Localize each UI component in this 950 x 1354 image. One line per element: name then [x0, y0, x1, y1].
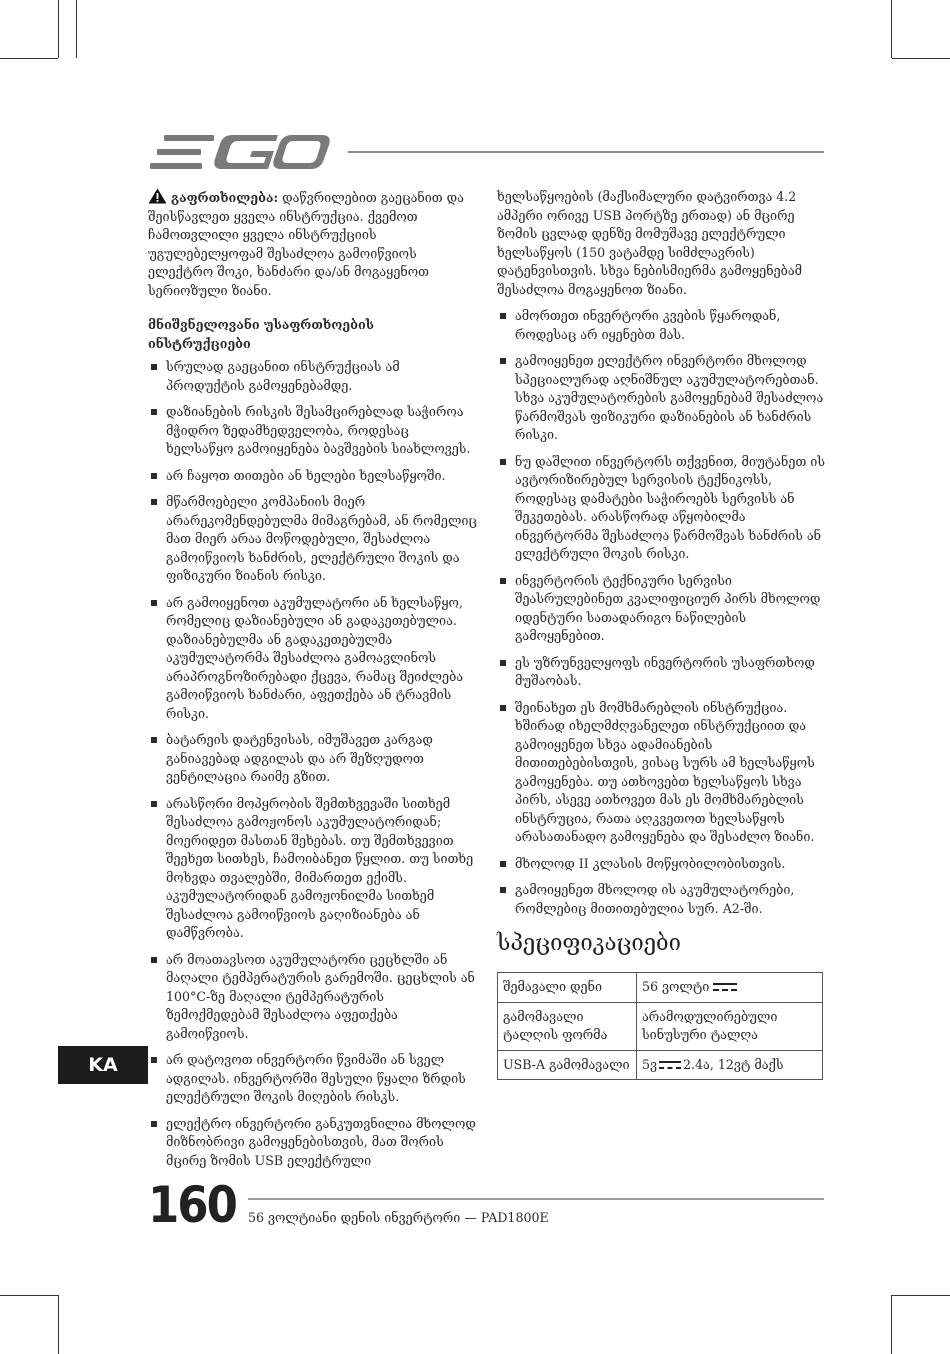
list-item-text: მწარმოებელი კომპანიის მიერ არარეკომენდებულმა მიმაგრებამ, ან რომელიც მათ მიერ არაა მოწოდებული, შესაძლოა გამოიწვიოს ხანძრის, ელექტრული შოკის და ფიზიკური ზიანის რისკი. [166, 494, 477, 583]
language-tab: KA [58, 1046, 148, 1084]
ego-logo [150, 132, 332, 172]
spec-value [637, 1050, 823, 1080]
crop-mark [891, 1295, 892, 1354]
list-item-text: შეინახეთ ეს მომხმარებლის ინსტრუქცია. ხშირად იხელმძღვანელეთ ინსტრუქციით და გამოიყენეთ სხვა ადამიანების მითითებებისთვის, ვისაც სურს ამ ხელსაწყოს გამოყენება. თუ ათხოვებთ ხელსაწყოს სხვა პირს, ასევე ათხოვეთ მას ეს მომხმარებლის ინსტრუცია, რათა აღკვეთოთ ხელსაწყოს არასათანადო გამოყენება და შესაძლო ზიანი. [515, 699, 815, 844]
list-item-text: არასწორი მოპყრობის შემთხვევაში სითხემ შესაძლოა გამოჟონოს აკუმულატორიდან; მოერიდეთ მასთან შეხებას. თუ შემთხვევით შეეხეთ სითხეს, ჩამოიბანეთ წყლით. თუ სითხე მოხვდა თვალებში, მიმართეთ ექიმს. აკუმულატორიდან გამოჟონილმა სითხემ შესაძლოა გამოიწვიოს გაღიზიანება ან დამწვრობა. [166, 795, 474, 940]
bullet-square-icon [500, 887, 506, 893]
list-item-text: ეს უზრუნველყოფს ინვერტორის უსაფრთხოდ მუშაობას. [515, 654, 815, 688]
safety-list-left [148, 358, 478, 1170]
bullet-square-icon [500, 459, 506, 465]
dc-symbol-icon [713, 983, 737, 992]
warning-triangle-icon [148, 188, 167, 204]
left-column [148, 188, 478, 1178]
list-item-text: არ გამოიყენოთ აკუმულატორი ან ხელსაწყო, რომელიც დაზიანებული ან გადაკეთებულია. დაზიანებულმა ან გადაკეთებულმა აკუმულატორმა შესაძლოა გამოავლინოს არაპროგნოზირებადი ქცევა, რამაც შეიძლება გამოიწვიოს ხანძარი, აფეთქება ან ტრავმის რისკი. [166, 594, 464, 721]
spec-value: არამოდულირებული სინუსური ტალღა [637, 1002, 823, 1050]
table-row [498, 1002, 823, 1050]
list-item-text: არ ჩაყოთ თითები ან ხელები ხელსაწყოში. [166, 467, 446, 483]
table-row [498, 973, 823, 1003]
spec-value-text: 5ვ [642, 1056, 658, 1072]
list-item [148, 731, 478, 787]
bullet-square-icon [151, 957, 157, 963]
bullet-square-icon [151, 409, 157, 415]
list-item [148, 594, 478, 724]
page-number: 160 [148, 1176, 236, 1234]
crop-mark [0, 58, 58, 59]
safety-list-right [497, 307, 827, 918]
spec-value-text: 56 ვოლტი [642, 979, 710, 994]
bullet-square-icon [151, 1121, 157, 1127]
bullet-square-icon [500, 705, 506, 711]
list-item-text: გამოიყენეთ ელექტრო ინვერტორი მხოლოდ სპეციალურად აღნიშნულ აკუმულატორებთან. სხვა აკუმულატორების გამოყენებამ შესაძლოა წარმოშვას ფიზიკური დაზიანების ან ხანძრის რისკი. [515, 353, 824, 442]
crop-mark [76, 0, 77, 58]
list-item [497, 572, 827, 646]
spec-label: შემავალი დენი [498, 973, 637, 1003]
list-item [497, 881, 827, 918]
list-item-text: ელექტრო ინვერტორი განკუთვნილია მხოლოდ მიზნობრივი გამოყენებისთვის, მათ შორის მცირე ზომის USB ელექტრული [166, 1115, 476, 1168]
bullet-square-icon [151, 1057, 157, 1063]
list-item [497, 453, 827, 564]
bullet-square-icon [151, 473, 157, 479]
list-item [148, 493, 478, 586]
list-item [148, 1115, 478, 1171]
list-item-text: ნუ დაშლით ინვერტორს თქვენით, მიუტანეთ ის ავტორიზირებულ სერვისის ტექნიკოსს, როდესაც დამატები საჭიროებს სერვისს ან შეკეთებას. არასწორად აწყობილმა ინვერტორმა შესაძლოა წარმოშვას ხანძრის ან ელექტრული შოკის რისკი. [515, 453, 825, 561]
list-item-text: გამოიყენეთ მხოლოდ ის აკუმულატორები, რომლებიც მითითებულია სურ. A2-ში. [515, 882, 795, 916]
bullet-square-icon [500, 358, 506, 364]
bullet-square-icon [151, 737, 157, 743]
list-item [148, 951, 478, 1044]
list-item [497, 352, 827, 445]
list-item-continuation: ხელსაწყოების (მაქსიმალური დატვირთვა 4.2 ამპერი ორივე USB პორტზე ერთად) ან მცირე ზომის ცვლად დენზე მომუშავე ელექტრული ხელსაწყოს (150 ვატამდე სიმძლავრის) დატენვისთვის. სხვა ნებისმიერმა გამოყენებამ შესაძლოა მოგაყენოთ ზიანი. [497, 189, 803, 297]
dc-symbol-icon [659, 1061, 681, 1070]
footer-text: 56 ვოლტიანი დენის ინვერტორი — PAD1800E [248, 1210, 549, 1225]
spec-value-suffix: 2.4ა, 12ვტ მაქს [683, 1056, 784, 1072]
list-item-text: ამორთეთ ინვერტორი კვების წყაროდან, როდესაც არ იყენებთ მას. [515, 308, 781, 342]
footer-rule [248, 1198, 824, 1200]
crop-mark [58, 0, 59, 58]
crop-mark [58, 1295, 59, 1354]
list-item-text: ინვერტორის ტექნიკური სერვისი შეასრულებინეთ კვალიფიციურ პირს მხოლოდ იდენტური სათადარიგო ნაწილების გამოყენებით. [515, 572, 821, 643]
crop-mark [892, 58, 950, 59]
bullet-square-icon [151, 364, 157, 370]
bullet-square-icon [151, 499, 157, 505]
warning-block [148, 188, 478, 300]
list-item-text: არ დატოვოთ ინვერტორი წვიმაში ან სველ ადგილას. ინვერტორში შესული წყალი ზრდის ელექტრული შოკის მიღების რისკს. [166, 1052, 466, 1104]
bullet-square-icon [500, 578, 506, 584]
list-item [148, 467, 478, 486]
bullet-square-icon [151, 801, 157, 807]
warning-text-start: დაწვრილებით გაეცანით [282, 190, 443, 205]
safety-title: მნიშვნელოვანი უსაფრთხოების ინსტრუქციები [148, 317, 375, 351]
list-item [148, 795, 478, 943]
list-item [148, 358, 478, 395]
table-row [498, 1050, 823, 1080]
list-item-text: დაზიანების რისკის შესამცირებლად საჭიროა მჭიდრო ზედამხედველობა, როდესაც ხელსაწყო გამოიყენება ბავშვების სიახლოვეს. [166, 404, 471, 456]
list-item-text: არ მოათავსოთ აკუმულატორი ცეცხლში ან მაღალი ტემპერატურის გარემოში. ცეცხლის ან 100°C-ზე მაღალი ტემპერატურის ზემოქმედებამ შესაძლოა აფეთქება გამოიწვიოს. [166, 951, 475, 1041]
list-item [497, 654, 827, 691]
bullet-square-icon [151, 600, 157, 606]
crop-mark [892, 1295, 950, 1296]
bullet-square-icon [500, 660, 506, 666]
bullet-square-icon [500, 313, 506, 319]
warning-title: გაფრთხილება: [171, 190, 279, 205]
list-item [497, 699, 827, 847]
spec-label: გამომავალი ტალღის ფორმა [498, 1002, 637, 1050]
list-item [148, 403, 478, 459]
specs-table [497, 972, 823, 1080]
spec-value [637, 973, 823, 1003]
right-column [497, 188, 827, 1080]
warning-text: და შეისწავლეთ ყველა ინსტრუქცია. ქვემოთ ჩამოთვლილი ყველა ინსტრუქციის უგულებელყოფამ შესაძლოა გამოიწვიოს ელექტრო შოკი, ხანძარი და/ან მოგაყენოთ სერიოზული ზიანი. [148, 190, 464, 298]
list-item-text: სრულად გაეცანით ინსტრუქციას ამ პროდუქტის გამოყენებამდე. [166, 359, 400, 393]
spec-label: USB-A გამომავალი [498, 1050, 637, 1080]
specs-heading: სპეციფიკაციები [497, 931, 681, 956]
header-rule [348, 151, 824, 153]
list-item [148, 1051, 478, 1107]
list-item [497, 855, 827, 874]
list-item-text: ბატარეის დატენვისას, იმუშავეთ კარგად განიავებად ადგილას და არ შეზღუდოთ ვენტილაცია რაიმე გზით. [166, 732, 433, 784]
bullet-square-icon [500, 861, 506, 867]
crop-mark [0, 1295, 58, 1296]
list-item [497, 307, 827, 344]
crop-mark [891, 0, 892, 58]
list-item-text: მხოლოდ II კლასის მოწყობილობისთვის. [515, 855, 786, 871]
